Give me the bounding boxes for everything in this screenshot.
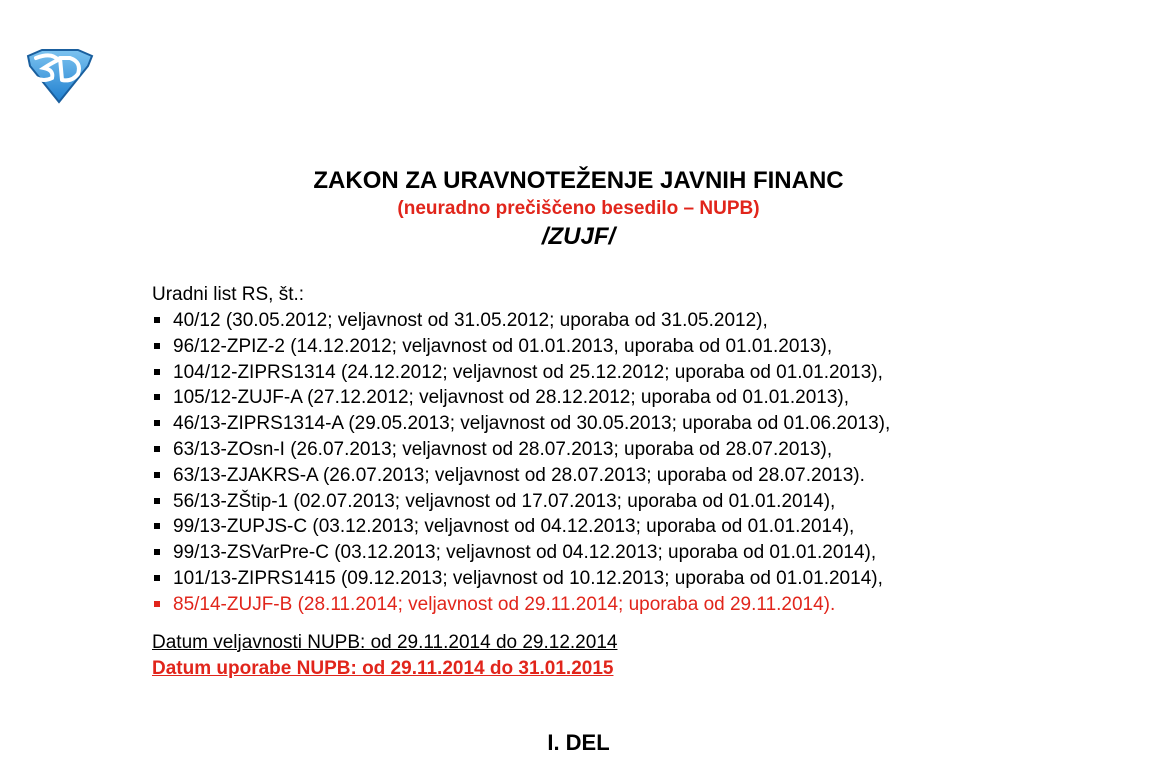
list-item: 101/13-ZIPRS1415 (09.12.2013; veljavnost od 10.12.2013; uporaba od 01.01.2014), [152, 566, 1142, 592]
bullet-icon [154, 369, 160, 375]
list-item: 63/13-ZOsn-I (26.07.2013; veljavnost od 28.07.2013; uporaba od 28.07.2013), [152, 437, 1142, 463]
list-item: 46/13-ZIPRS1314-A (29.05.2013; veljavnost od 30.05.2013; uporaba od 01.06.2013), [152, 411, 1142, 437]
nupb-dates [152, 630, 1142, 682]
document-title: ZAKON ZA URAVNOTEŽENJE JAVNIH FINANC [313, 167, 844, 194]
list-item: 104/12-ZIPRS1314 (24.12.2012; veljavnost od 25.12.2012; uporaba od 01.01.2013), [152, 360, 1142, 386]
bullet-icon [154, 446, 160, 452]
bullet-icon [154, 394, 160, 400]
amendment-list [152, 308, 1142, 618]
bullet-icon [154, 317, 160, 323]
list-item: 56/13-ZŠtip-1 (02.07.2013; veljavnost od 17.07.2013; uporaba od 01.01.2014), [152, 489, 1142, 515]
list-item: 105/12-ZUJF-A (27.12.2012; veljavnost od 28.12.2012; uporaba od 01.01.2013), [152, 385, 1142, 411]
document-subtitle: (neuradno prečiščeno besedilo – NUPB) [397, 198, 760, 219]
validity-date: Datum veljavnosti NUPB: od 29.11.2014 do 29.12.2014 [152, 631, 618, 653]
gazette-section [152, 282, 1142, 682]
document-heading [0, 166, 1157, 252]
list-item-latest: 85/14-ZUJF-B (28.11.2014; veljavnost od 29.11.2014; uporaba od 29.11.2014). [152, 592, 1142, 618]
application-date: Datum uporabe NUPB: od 29.11.2014 do 31.01.2015 [152, 657, 614, 679]
bullet-icon [154, 498, 160, 504]
bullet-icon [154, 523, 160, 529]
bullet-icon [154, 549, 160, 555]
list-item: 99/13-ZSVarPre-C (03.12.2013; veljavnost od 04.12.2013; uporaba od 01.01.2014), [152, 540, 1142, 566]
bullet-icon [154, 575, 160, 581]
shield-logo-icon [22, 48, 96, 104]
bullet-icon [154, 472, 160, 478]
bullet-icon [154, 420, 160, 426]
document-abbreviation: /ZUJF/ [541, 223, 616, 250]
list-item: 99/13-ZUPJS-C (03.12.2013; veljavnost od 04.12.2013; uporaba od 01.01.2014), [152, 514, 1142, 540]
list-item: 96/12-ZPIZ-2 (14.12.2012; veljavnost od 01.01.2013, uporaba od 01.01.2013), [152, 334, 1142, 360]
bullet-icon [154, 601, 160, 607]
section-heading: I. DEL [547, 730, 610, 755]
list-item: 40/12 (30.05.2012; veljavnost od 31.05.2012; uporaba od 31.05.2012), [152, 308, 1142, 334]
gazette-label: Uradni list RS, št.: [152, 284, 305, 305]
bullet-icon [154, 343, 160, 349]
list-item: 63/13-ZJAKRS-A (26.07.2013; veljavnost od 28.07.2013; uporaba od 28.07.2013). [152, 463, 1142, 489]
